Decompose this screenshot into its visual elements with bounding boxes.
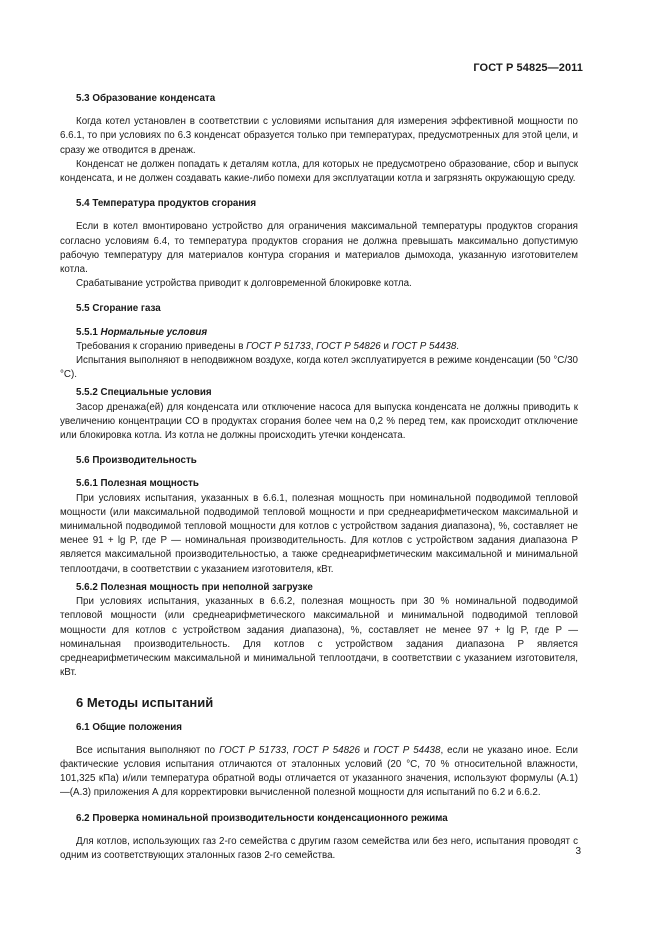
- paragraph: При условиях испытания, указанных в 6.6.1, полезная мощность при номинальной подводимой тепловой мощности (или максимальной подводимой тепловой мощности и при среднеарифметическом максимальной и минимальной подводимой тепловой мощности для котлов с устройством задания диапазона), %, составляет не менее 91 + lg P, где P — номинальная производительность. Для котлов с устройством задания диапазона P является максимальной производительностью, а также среднеарифметическим максимальной и минимальной теплоотдачи, в соответствии с указанием изготовителя, кВт.: [60, 492, 578, 575]
- subsection-5-5-1-title: [76, 326, 578, 340]
- subsection-name: Нормальные условия: [100, 326, 208, 338]
- text-run: ,: [286, 744, 293, 756]
- paragraph: Засор дренажа(ей) для конденсата или отключение насоса для выпуска конденсата не должны приводить к увеличению концентрации СО в продуктах сгорания более чем на 0,2 % перед тем, как происходит отключение или блокировка котла. Из котла не должны происходить утечки конденсата.: [60, 401, 578, 442]
- section-6-1-title: 6.1 Общие положения: [76, 721, 183, 733]
- paragraph: [60, 744, 578, 801]
- section-5-3-title: 5.3 Образование конденсата: [76, 93, 216, 104]
- text-run: Все испытания выполняют по: [76, 744, 220, 756]
- paragraph: Если в котел вмонтировано устройство для ограничения максимальной температуры продуктов сгорания согласно условиям 6.4, то температура продуктов сгорания не должна превышать максимально допустимую рабочую температуру для материалов контура сгорания и материалов дымохода, указанную изготовителем котла.: [60, 221, 578, 276]
- paragraph: Срабатывание устройства приводит к долговременной блокировке котла.: [76, 278, 412, 290]
- section-5-4-title: 5.4 Температура продуктов сгорания: [76, 198, 257, 210]
- document-body: [60, 92, 578, 863]
- section-5-6-title: 5.6 Производительность: [76, 455, 197, 467]
- standard-reference: ГОСТ Р 54826: [292, 744, 360, 756]
- subsection-5-6-1-title: 5.6.1 Полезная мощность: [76, 478, 199, 490]
- text-run: ,: [310, 340, 317, 352]
- standard-reference: ГОСТ Р 51733: [246, 340, 311, 352]
- section-5-5-title: 5.5 Сгорание газа: [76, 303, 161, 315]
- paragraph: Когда котел установлен в соответствии с условиями испытания для измерения эффективной мощности по 6.6.1, то при условиях по 6.3 конденсат образуется только при температурах, предусмотренных для этой цели, и сразу же отводится в дренаж.: [60, 116, 578, 156]
- subsection-number: 5.5.1: [76, 326, 101, 338]
- section-6-title: 6 Методы испытаний: [76, 695, 214, 711]
- page-number: 3: [575, 846, 581, 857]
- standard-reference: ГОСТ Р 51733: [219, 744, 287, 756]
- section-6-2-title: 6.2 Проверка номинальной производительности конденсационного режима: [76, 812, 448, 824]
- text-run: .: [456, 340, 460, 352]
- paragraph: [60, 340, 578, 354]
- text-run: и: [359, 744, 374, 756]
- standard-reference: ГОСТ Р 54438: [391, 340, 457, 352]
- subsection-5-6-2-title: 5.6.2 Полезная мощность при неполной загрузке: [76, 581, 313, 593]
- standard-reference: ГОСТ Р 54438: [373, 744, 441, 756]
- standard-reference: ГОСТ Р 54826: [316, 340, 381, 352]
- text-run: , если не указано иное. Если фактические условия испытания отличаются от эталонных условий (20 °С, 70 % относительной влажности, 101,325 кПа) и/или температура обратной воды отличается от указанного значения, используют формулы (А.1)—(А.3) приложения А для корректировки вычисленной полезной мощности для испытаний по 6.2 и 6.6.2.: [60, 744, 578, 799]
- text-run: Требования к сгоранию приведены в: [76, 340, 247, 352]
- text-run: и: [380, 340, 392, 352]
- paragraph: При условиях испытания, указанных в 6.6.2, полезная мощность при 30 % номинальной подводимой тепловой мощности (или среднеарифметического максимальной и минимальной подводимой тепловой мощности для котлов с устройством задания диапазона), %, составляет не менее 97 + lg P, где P — номинальная производительность. Для котлов с устройством задания диапазона P является среднеарифметическим максимальной и минимальной теплоотдачи, в соответствии с указанием изготовителя, кВт.: [60, 596, 578, 679]
- subsection-5-5-2-title: 5.5.2 Специальные условия: [76, 387, 212, 399]
- paragraph: Конденсат не должен попадать к деталям котла, для которых не предусмотрено образование, сбор и выпуск конденсата, и не должен создавать какие-либо помехи для эксплуатации котла и загрязнять окружающую среду.: [60, 158, 578, 185]
- paragraph: Для котлов, использующих газ 2-го семейства с другим газом семейства или без него, испытания проводят с одним из соответствующих эталонных газов 2-го семейства.: [60, 835, 578, 861]
- paragraph: Испытания выполняют в неподвижном воздухе, когда котел эксплуатируется в режиме конденсации (50 °С/30 °С).: [60, 355, 578, 381]
- document-code-header: ГОСТ Р 54825—2011: [473, 62, 583, 74]
